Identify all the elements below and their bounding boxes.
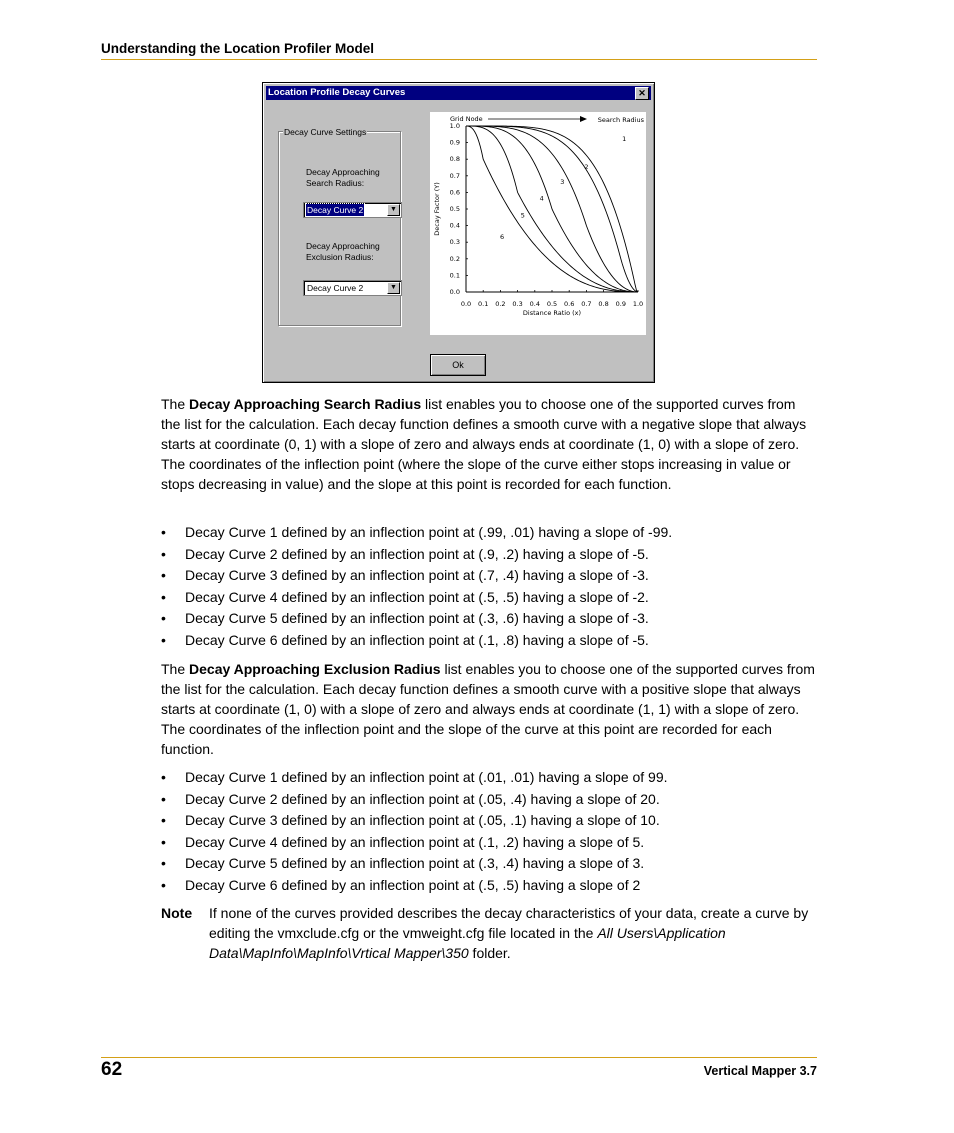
close-button[interactable] (635, 87, 649, 100)
decay-chart (430, 112, 646, 335)
list-item: • Decay Curve 2 defined by an inflection point at (.9, .2) having a slope of -5. (161, 544, 817, 566)
note-label: Note (161, 905, 193, 921)
search-label-line-2: Search Radius: (306, 177, 365, 188)
x-tick-label: 1.0 (632, 300, 644, 308)
list-item: • Decay Curve 5 defined by an inflection point at (.3, .4) having a slope of 3. (161, 853, 817, 875)
y-tick-label: 0.0 (449, 288, 460, 296)
curve-label-3: 3 (560, 178, 565, 187)
y-tick-label: 0.6 (449, 188, 460, 197)
search-radius-label (306, 167, 380, 188)
list-item: • Decay Curve 3 defined by an inflection point at (.7, .4) having a slope of -3. (161, 565, 817, 587)
y-tick-label: 0.1 (449, 271, 460, 280)
x-tick-label: 0.5 (546, 300, 558, 308)
list-item: • Decay Curve 6 defined by an inflection point at (.1, .8) having a slope of -5. (161, 630, 817, 652)
p2-bold: Decay Approaching Exclusion Radius (189, 661, 441, 677)
p2-post: list enables you to choose one of the supported curves from the list for the calculation. Each decay function defines a smooth curve with a positive slope that always starts at coordinate (1, 0) with a slope of zero and always ends at coordinate (1, 1) with a slope of zero. The coordinates of the inflection point and the slope of the curve at this point are recorded for each function. (161, 661, 815, 757)
list-item: • Decay Curve 5 defined by an inflection point at (.3, .6) having a slope of -3. (161, 608, 817, 630)
decay-chart-svg (430, 112, 646, 335)
x-tick-label: 0.0 (460, 300, 472, 308)
list-item: • Decay Curve 4 defined by an inflection point at (.5, .5) having a slope of -2. (161, 587, 817, 609)
curve-label-4: 4 (539, 194, 544, 203)
exclusion-label-line-2: Exclusion Radius: (306, 251, 374, 262)
search-radius-value: Decay Curve 2 (307, 205, 364, 215)
search-curve-list (161, 522, 817, 652)
search-dropdown-button[interactable] (387, 204, 400, 216)
curve-label-6: 6 (500, 232, 505, 241)
search-radius-select[interactable] (303, 202, 402, 218)
chevron-down-icon: ▼ (390, 284, 397, 291)
y-tick-label: 0.3 (449, 238, 460, 247)
footer-rule (101, 1057, 817, 1058)
note-path: All Users\Application Data\MapInfo\MapInfo\Vrtical Mapper\350 (209, 925, 726, 961)
x-tick-label: 0.6 (564, 300, 575, 308)
x-tick-label: 0.2 (495, 300, 506, 308)
list-item: • Decay Curve 3 defined by an inflection point at (.05, .1) having a slope of 10. (161, 810, 817, 832)
curve-line-4 (466, 126, 638, 292)
x-tick-label: 0.8 (598, 300, 609, 308)
y-tick-label: 0.4 (449, 221, 460, 230)
x-tick-label: 0.1 (478, 300, 489, 308)
curve-label-5: 5 (520, 211, 525, 220)
p1-pre: The (161, 396, 190, 412)
x-axis-title: Distance Ratio (x) (522, 309, 582, 317)
close-icon: ✕ (638, 88, 646, 98)
list-item: • Decay Curve 4 defined by an inflection point at (.1, .2) having a slope of 5. (161, 832, 817, 854)
exclusion-curve-list (161, 767, 817, 897)
y-tick-label: 0.5 (449, 205, 460, 213)
page-number: 62 (101, 1059, 123, 1080)
header-rule (101, 59, 817, 60)
x-tick-label: 0.9 (615, 300, 626, 308)
x-tick-label: 0.4 (529, 300, 540, 308)
y-tick-label: 0.7 (449, 171, 460, 180)
y-tick-label: 0.2 (449, 254, 460, 263)
y-tick-label: 0.8 (449, 155, 460, 164)
x-tick-label: 0.3 (512, 300, 523, 308)
search-label-line-1: Decay Approaching (306, 167, 380, 177)
p1-bold: Decay Approaching Search Radius (189, 396, 422, 412)
y-tick-label: 1.0 (449, 122, 460, 130)
note-post: folder. (468, 945, 511, 961)
search-radius-paragraph (161, 394, 817, 494)
search-radius-label: Search Radius (597, 116, 644, 124)
list-item: • Decay Curve 6 defined by an inflection point at (.5, .5) having a slope of 2 (161, 875, 817, 897)
exclusion-radius-paragraph (161, 659, 817, 759)
list-item: • Decay Curve 1 defined by an inflection point at (.99, .01) having a slope of -99. (161, 522, 817, 544)
p1-post: list enables you to choose one of the supported curves from the list for the calculation. Each decay function defines a smooth curve with a negative slope that always starts at coordinate (0, 1) with a slope of zero and always ends at coordinate (1, 0) with a slope of zero. The coordinates of the inflection point (where the slope of the curve either stops increasing in value or stops decreasing in value) and the slope at this point is recorded for each function. (161, 396, 807, 492)
exclusion-radius-value: Decay Curve 2 (307, 283, 364, 293)
arrow-head-icon (580, 116, 587, 122)
ok-button[interactable]: Ok (430, 354, 486, 376)
exclusion-label-line-1: Decay Approaching (306, 241, 380, 251)
exclusion-radius-select[interactable] (303, 280, 402, 296)
dialog-titlebar (266, 86, 651, 100)
y-axis-title: Decay Factor (Y) (433, 182, 441, 236)
decay-curves-dialog (262, 82, 655, 383)
x-tick-label: 0.7 (581, 300, 592, 308)
chevron-down-icon: ▼ (390, 206, 397, 213)
exclusion-dropdown-button[interactable] (387, 282, 400, 294)
exclusion-radius-label (306, 241, 380, 262)
group-label: Decay Curve Settings (284, 127, 367, 137)
dialog-title: Location Profile Decay Curves (268, 87, 406, 98)
footer-title: Vertical Mapper 3.7 (703, 1064, 817, 1078)
y-tick-label: 0.9 (449, 138, 460, 147)
curve-label-1: 1 (622, 134, 627, 143)
note-text (209, 903, 819, 963)
list-item: • Decay Curve 2 defined by an inflection point at (.05, .4) having a slope of 20. (161, 789, 817, 811)
list-item: • Decay Curve 1 defined by an inflection point at (.01, .01) having a slope of 99. (161, 767, 817, 789)
note-pre: If none of the curves provided describes the decay characteristics of your data, create a curve by editing the vmxclude.cfg or the vmweight.cfg file located in the (209, 905, 809, 941)
p2-pre: The (161, 661, 190, 677)
grid-node-label: Grid Node (450, 115, 483, 123)
decay-settings-group (278, 131, 401, 326)
page-header-title: Understanding the Location Profiler Model (101, 41, 375, 56)
curve-label-2: 2 (584, 163, 589, 172)
